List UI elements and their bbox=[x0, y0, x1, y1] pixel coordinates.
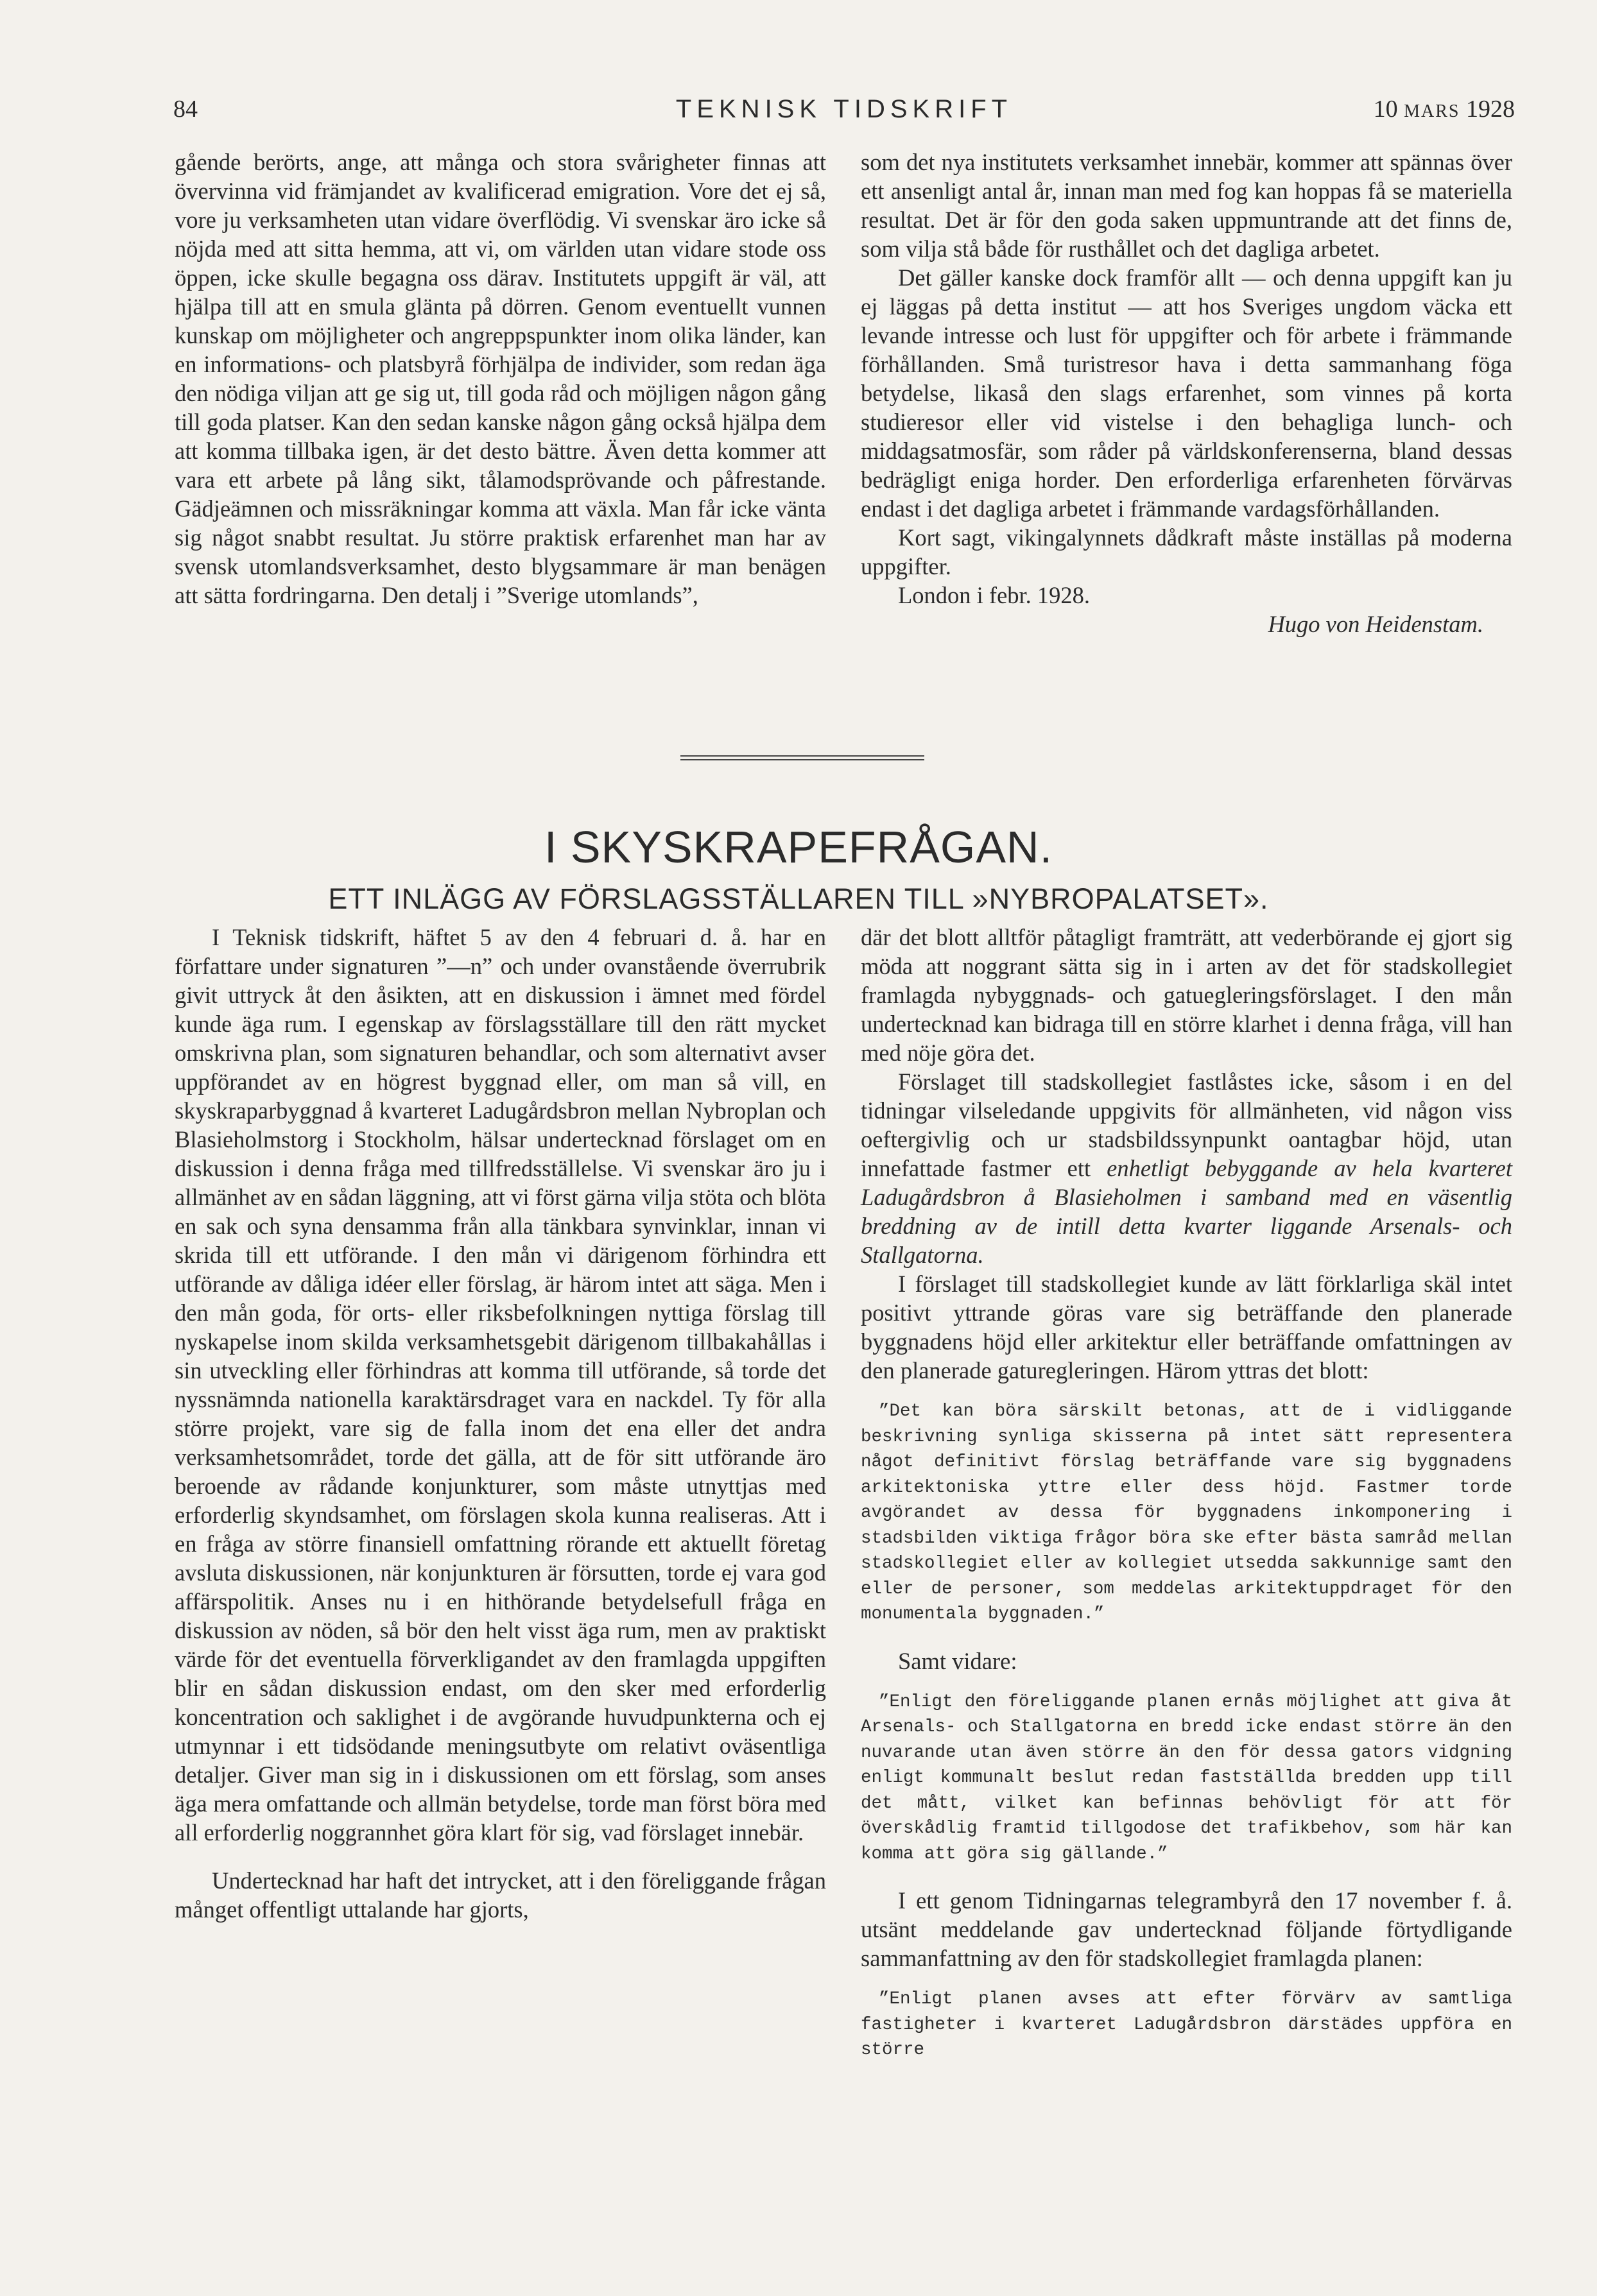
article2-column-left bbox=[175, 923, 826, 1924]
article2-column-right bbox=[861, 923, 1512, 2063]
place-date: London i febr. 1928. bbox=[898, 582, 1091, 608]
article1-paragraph: Kort sagt, vikingalynnets dådkraft måste inställas på moderna uppgifter. bbox=[861, 524, 1512, 579]
quotation: ”Enligt den föreliggande planen ernås möjlighet att giva åt Arsenals- och Stallgatorna en bredd icke endast större än den nuvarande utan även större än den för dessa gators vidgning enligt kommunalt beslut redan fastställda bredden upp till det mått, vilket kan befinnas behövligt för att för överskådlig framtid tillgodose det trafikbehov, som här kan komma att göra sig gällande.” bbox=[861, 1692, 1512, 1864]
author-signature: Hugo von Heidenstam. bbox=[1268, 611, 1483, 637]
article-title: I SKYSKRAPEFRÅGAN. bbox=[544, 822, 1053, 872]
article2-paragraph: Samt vidare: bbox=[898, 1647, 1017, 1674]
journal-title: TEKNISK TIDSKRIFT bbox=[675, 95, 1013, 123]
article2-paragraph: där det blott alltför påtagligt framträtt, att vederbörande ej gjort sig möda att noggrant sätta sig in i arten av det för stadskollegiet framlagda nybyggnads- och gatuegleringsförslaget. I den mån undertecknad kan bidraga till en större klarhet i denna fråga, vill han med nöje göra det. bbox=[861, 924, 1512, 1066]
article1-paragraph: Det gäller kanske dock framför allt — och denna uppgift kan ju ej läggas på detta institut — att hos Sveriges ungdom väcka ett levande intresse och lust för uppgifter och för arbete i främmande förhållanden. Små turistresor hava i detta sammanhang föga betydelse, likaså den slags erfarenhet, som vinnes på korta studieresor eller vid vistelse i den behagliga lunch- och middagsatmosfär, som råder på världskonferenserna, bland dessas bedrägligt eniga horder. Den erforderliga erfarenheten förvärvas endast i det dagliga arbetet i främmande vardagsförhållanden. bbox=[861, 264, 1512, 522]
quotation: ”Enligt planen avses att efter förvärv av samtliga fastigheter i kvarteret Ladugårdsbron därstädes uppföra en större bbox=[861, 1989, 1512, 2060]
issue-date bbox=[1374, 95, 1515, 123]
article2-paragraph: I ett genom Tidningarnas telegrambyrå den 17 november f. å. utsänt meddelande gav undertecknad följande förtydligande sammanfattning av den för stadskollegiet framlagda planen: bbox=[861, 1887, 1512, 1971]
article2-paragraph bbox=[861, 1067, 1512, 1269]
article1-column-left bbox=[175, 148, 826, 610]
issue-month: MARS bbox=[1404, 101, 1460, 121]
issue-year: 1928 bbox=[1466, 96, 1515, 123]
section-divider bbox=[680, 755, 924, 757]
section-divider bbox=[680, 759, 924, 760]
paragraph-text: Förslaget till stadskollegiet fastlåstes icke, såsom i en del tidningar vilseledande uppgivits för allmänheten, vid någon viss oeftergivlig och ur stadsbildssynpunkt oantagbar höjd, utan innefattade fastmer ett bbox=[861, 1068, 1512, 1181]
article1-paragraph: gående berörts, ange, att många och stora svårigheter finnas att övervinna vid främjandet av kvalificerad emigration. Vore det ej så, vore ju verksamheten utan vidare överflödig. Vi svenskar äro icke så nöjda med att sitta hemma, att vi, om världen utan vidare stode oss öppen, icke skulle begagna oss därav. Institutets uppgift är väl, att hjälpa till att en smula glänta på dörren. Genom eventuellt vunnen kunskap om möjligheter och angreppspunkter inom olika länder, kan en informations- och platsbyrå förhjälpa de individer, som redan äga den nödiga viljan att ge sig ut, till goda råd och möjligen någon gång till goda platser. Kan den sedan kanske någon gång också hjälpa dem att komma tillbaka igen, är det desto bättre. Även detta kommer att vara ett arbete på lång sikt, tålamodsprövande och påfrestande. Gädjeämnen och missräkningar komma att växla. Man får icke vänta sig något snabbt resultat. Ju större praktisk erfarenhet man har av svensk utomlandsverksamhet, desto blygsammare är man benägen att sätta fordringarna. Den detalj i ”Sverige utomlands”, bbox=[175, 149, 826, 608]
article2-paragraph: I förslaget till stadskollegiet kunde av lätt förklarliga skäl intet positivt yttrande göras vare sig beträffande den planerade byggnadens höjd eller arkitektur eller beträffande omfattningen av den planerade gaturegleringen. Härom yttras det blott: bbox=[861, 1271, 1512, 1384]
issue-day: 10 bbox=[1373, 96, 1398, 123]
running-header bbox=[173, 95, 1515, 133]
signature-row bbox=[861, 581, 1512, 638]
article2-paragraph: Undertecknad har haft det intrycket, att i den föreliggande frågan månget offentligt uttalande har gjorts, bbox=[175, 1867, 826, 1923]
page-number: 84 bbox=[173, 96, 198, 123]
article-subtitle: ETT INLÄGG AV FÖRSLAGSSTÄLLAREN TILL »NYBROPALATSET». bbox=[328, 882, 1269, 915]
quotation: ”Det kan böra särskilt betonas, att de i vidliggande beskrivning synliga skisserna på intet sätt representera något definitivt förslag beträffande vare sig byggnadens arkitektoniska yttre eller dess höjd. Fastmer torde avgörandet av dessa för byggnadens inkomponering i stadsbilden viktiga frågor böra ske efter bästa samråd mellan stadskollegiet eller av kollegiet utseddа sakkunnige samt den eller de personer, som meddelas arkitektuppdraget för den monumentala byggnaden.” bbox=[861, 1401, 1512, 1624]
article2-paragraph: I Teknisk tidskrift, häftet 5 av den 4 februari d. å. har en författare under signaturen ”—n” och under ovanstående överrubrik givit uttryck åt den åsikten, att en diskussion i ämnet med fördel kunde äga rum. I egenskap av förslagsställare till den rätt mycket omskrivna plan, som signaturen behandlar, och som alternativt avser uppförandet av en högrest byggnad eller, om man så vill, en skyskraparbyggnad å kvarteret Ladugårdsbron mellan Nybroplan och Blasieholmstorg i Stockholm, hälsar undertecknad förslaget om en diskussion i denna fråga med tillfredsställelse. Vi svenskar äro ju i allmänhet av en sådan läggning, att vi först gärna vilja stöta och blöta en sak och syna densamma från alla tänkbara synvinklar, innan vi skrida till ett utförande. I den mån vi därigenom förhindra ett utförande av dåliga idéer eller förslag, är härom intet att säga. Men i den mån goda, för orts- eller riksbefolkningen nyttiga förslag till nyskapelse inom skilda verksamhetsgebit därigenom tillbakahållas i sin utveckling eller förhindras att komma till utförande, så torde det nyssnämnda nationella karaktärsdraget vara en nackdel. Ty för alla större projekt, vare sig de falla inom det ena eller det andra verksamhetsområdet, torde det gälla, att de för sitt utförande äro beroende av rådande konjunkturer, som måste utnyttjas med erforderlig skyndsamhet, om förslagen skola kunna realiseras. Att i en fråga av större finansiell omfattning rörande ett aktuellt företag avsluta diskussionen, när konjunkturen är försutten, torde ej vara god affärspolitik. Anses nu i en hithörande betydelsefull fråga en diskussion av nöden, så bör den helt visst äga rum, men av praktiskt värde för det eventuella förverkligandet av den framlagda uppgiften blir en sådan diskussion endast, om den sker med erforderlig koncentration och saklighet i de avgörande huvudpunkterna och ej utmynnar i ett tidsödande meningsutbyte om relativt oväsentliga detaljer. Giver man sig in i diskussionen om ett förslag, som anses äga mera omfattande och allmän betydelse, torde man först böra med all erforderlig noggrannhet göra klart för sig, vad förslaget innebär. bbox=[175, 924, 826, 1846]
emphasized-text: enhetligt bebyggande av hela kvarteret Ladugårdsbron å Blasieholmen i samband med en väsentlig breddning av de intill detta kvarter liggande Arsenals- och Stallgatorna. bbox=[861, 1155, 1512, 1268]
article1-paragraph: som det nya institutets verksamhet innebär, kommer att spännas över ett ansenligt antal år, innan man med fog kan hoppas få se materiella resultat. Det är för den goda saken uppmuntrande att det finns de, som vilja stå både för rusthållet och det dagliga arbetet. bbox=[861, 149, 1512, 262]
article1-column-right bbox=[861, 148, 1512, 638]
